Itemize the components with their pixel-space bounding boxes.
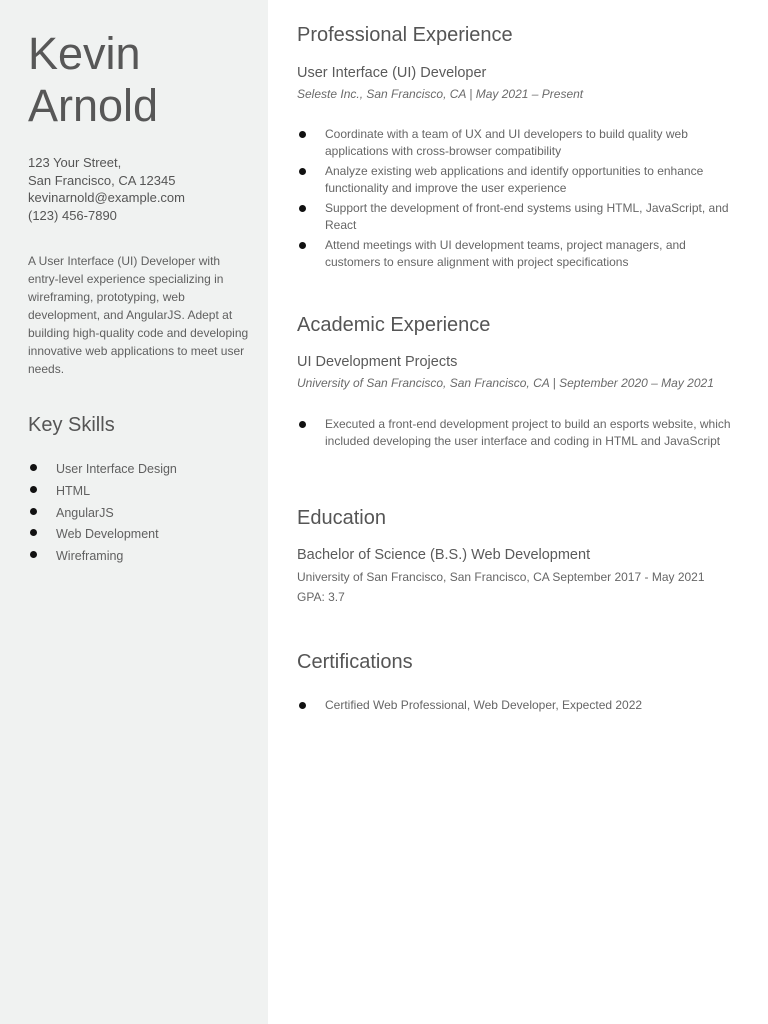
degree-title: Bachelor of Science (B.S.) Web Development bbox=[297, 547, 591, 563]
list-item bbox=[297, 126, 737, 160]
bullet-icon bbox=[299, 702, 306, 709]
skill-label: AngularJS bbox=[56, 505, 114, 520]
job-title: User Interface (UI) Developer bbox=[297, 65, 487, 81]
city-state-zip: San Francisco, CA 12345 bbox=[28, 172, 176, 188]
certifications-list bbox=[297, 697, 737, 717]
email-address: kevinarnold@example.com bbox=[28, 190, 185, 205]
bullet-icon bbox=[299, 242, 306, 249]
skill-label: User Interface Design bbox=[56, 462, 177, 476]
bullet-text: Analyze existing web applications and identify opportunities to enhance functionality and improve the user experience bbox=[325, 164, 704, 195]
skills-list bbox=[28, 459, 258, 568]
contact-info bbox=[28, 154, 258, 224]
professional-experience-heading: Professional Experience bbox=[297, 24, 513, 46]
list-item bbox=[297, 697, 737, 714]
list-item bbox=[297, 416, 737, 450]
bullet-text: Executed a front-end development project to build an esports website, which included developing the user interface and coding in HTML and JavaScript bbox=[325, 417, 731, 448]
education-heading: Education bbox=[297, 507, 386, 529]
professional-bullets bbox=[297, 126, 737, 274]
gpa: GPA: 3.7 bbox=[297, 590, 345, 604]
bullet-icon bbox=[30, 551, 37, 558]
bullet-icon bbox=[299, 205, 306, 212]
skill-label: HTML bbox=[56, 483, 91, 498]
list-item bbox=[297, 163, 737, 197]
bullet-text: Coordinate with a team of UX and UI developers to build quality web applications with cross-browser compatibility bbox=[325, 127, 688, 158]
skill-item bbox=[28, 546, 258, 568]
skill-item bbox=[28, 503, 258, 525]
job-meta: Seleste Inc., San Francisco, CA | May 2021 – Present bbox=[297, 87, 584, 101]
school-meta: University of San Francisco, San Francisco, CA September 2017 - May 2021 bbox=[297, 570, 705, 584]
last-name: Arnold bbox=[28, 80, 159, 131]
professional-summary: A User Interface (UI) Developer with entry-level experience specializing in wireframing, prototyping, web development, and AngularJS. Adept at building high-quality code and developing innovative web applications to meet user needs. bbox=[28, 254, 249, 376]
skill-item bbox=[28, 481, 258, 503]
project-meta: University of San Francisco, San Francisco, CA | September 2020 – May 2021 bbox=[297, 376, 714, 390]
bullet-icon bbox=[30, 529, 37, 536]
phone-number: (123) 456-7890 bbox=[28, 207, 117, 223]
skill-label: Wireframing bbox=[56, 549, 124, 564]
project-title: UI Development Projects bbox=[297, 354, 458, 370]
skill-item bbox=[28, 524, 258, 546]
certification-text: Certified Web Professional, Web Developer, Expected 2022 bbox=[325, 698, 643, 712]
candidate-name bbox=[28, 28, 258, 132]
skill-label: Web Development bbox=[56, 527, 159, 542]
certifications-heading: Certifications bbox=[297, 651, 413, 673]
bullet-text: Attend meetings with UI development teams, project managers, and customers to ensure alignment with project specifications bbox=[325, 238, 686, 269]
list-item bbox=[297, 200, 737, 234]
bullet-icon bbox=[299, 131, 306, 138]
bullet-icon bbox=[30, 486, 37, 493]
bullet-icon bbox=[299, 421, 306, 428]
academic-bullets bbox=[297, 416, 737, 453]
street-address: 123 Your Street, bbox=[28, 155, 122, 170]
bullet-icon bbox=[299, 168, 306, 175]
key-skills-heading: Key Skills bbox=[28, 414, 115, 436]
skill-item bbox=[28, 459, 258, 481]
bullet-icon bbox=[30, 508, 37, 515]
first-name: Kevin bbox=[28, 28, 141, 79]
academic-experience-heading: Academic Experience bbox=[297, 314, 491, 336]
bullet-text: Support the development of front-end systems using HTML, JavaScript, and React bbox=[325, 201, 729, 232]
list-item bbox=[297, 237, 737, 271]
bullet-icon bbox=[30, 464, 37, 471]
